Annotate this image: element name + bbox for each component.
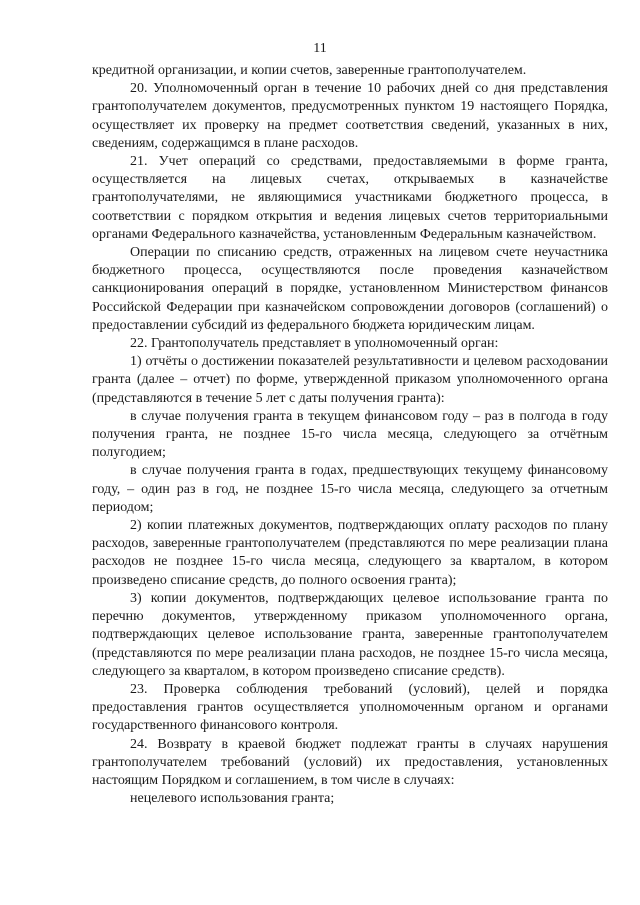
document-body [92,62,608,808]
paragraph-22-item-1-current-year: в случае получения гранта в текущем финансовом году – раз в полгода в году получения гранта, не позднее 15-го числа месяца, следующего за отчётным полугодием; [92,408,608,461]
paragraph-22-item-1: 1) отчёты о достижении показателей результативности и целевом расходовании гранта (далее – отчет) по форме, утвержденной приказом уполномоченного органа (представляются в течение 5 лет с даты получения гранта): [92,354,608,406]
paragraph-22-item-2: 2) копии платежных документов, подтверждающих оплату расходов по плану расходов, заверенные грантополучателем (представляются по мере реализации плана расходов не позднее 15-го числа месяца, следующего за кварталом, в котором произведено списание средств, до полного освоения гранта); [92,518,608,588]
paragraph-22-item-1-previous-years: в случае получения гранта в годах, предшествующих текущему финансовому году, – один раз в год, не позднее 15-го числа месяца, следующего за отчетным периодом; [92,463,608,515]
paragraph-24-case-1: нецелевого использования гранта; [130,791,335,807]
paragraph-20: 20. Уполномоченный орган в течение 10 рабочих дней со дня представления грантополучателем документов, предусмотренных пунктом 19 настоящего Порядка, осуществляет их проверку на предмет соответствия сведений, указанных в них, сведениям, содержащимся в плане расходов. [92,81,608,151]
paragraph-21-operations: Операции по списанию средств, отраженных на лицевом счете неучастника бюджетного процесса, осуществляются после проведения казначейством санкционирования операций в порядке, установленном Министерством финансов Российской Федерации при казначейском сопровождении договоров (соглашений) о предоставлении субсидий из федерального бюджета юридическим лицам. [92,245,608,333]
paragraph-22-item-3: 3) копии документов, подтверждающих целевое использование гранта по перечню документов, утвержденному приказом уполномоченного органа, подтверждающих целевое использование гранта, заверенные грантополучателем (представляются по мере реализации плана расходов, не позднее 15-го числа месяца, следующего за кварталом, в котором произведено списание средств). [92,590,608,679]
paragraph-24: 24. Возврату в краевой бюджет подлежат гранты в случаях нарушения грантополучателем требований (условий) их предоставления, установленных настоящим Порядком и соглашением, в том числе в случаях: [92,736,608,788]
page-number: 11 [313,41,327,56]
paragraph-23: 23. Проверка соблюдения требований (условий), целей и порядка предоставления грантов осуществляется уполномоченным органом и органами государственного финансового контроля. [92,681,608,734]
paragraph-continuation: кредитной организации, и копии счетов, заверенные грантополучателем. [92,63,527,78]
paragraph-21: 21. Учет операций со средствами, предоставляемыми в форме гранта, осуществляется на лицевых счетах, открываемых в казначействе грантополучателями, не являющимися участниками бюджетного процесса, в соответствии с порядком открытия и ведения лицевых счетов территориальными органами Федерального казначейства, установленным Федеральным казначейством. [92,154,608,242]
paragraph-22: 22. Грантополучатель представляет в уполномоченный орган: [130,336,499,352]
